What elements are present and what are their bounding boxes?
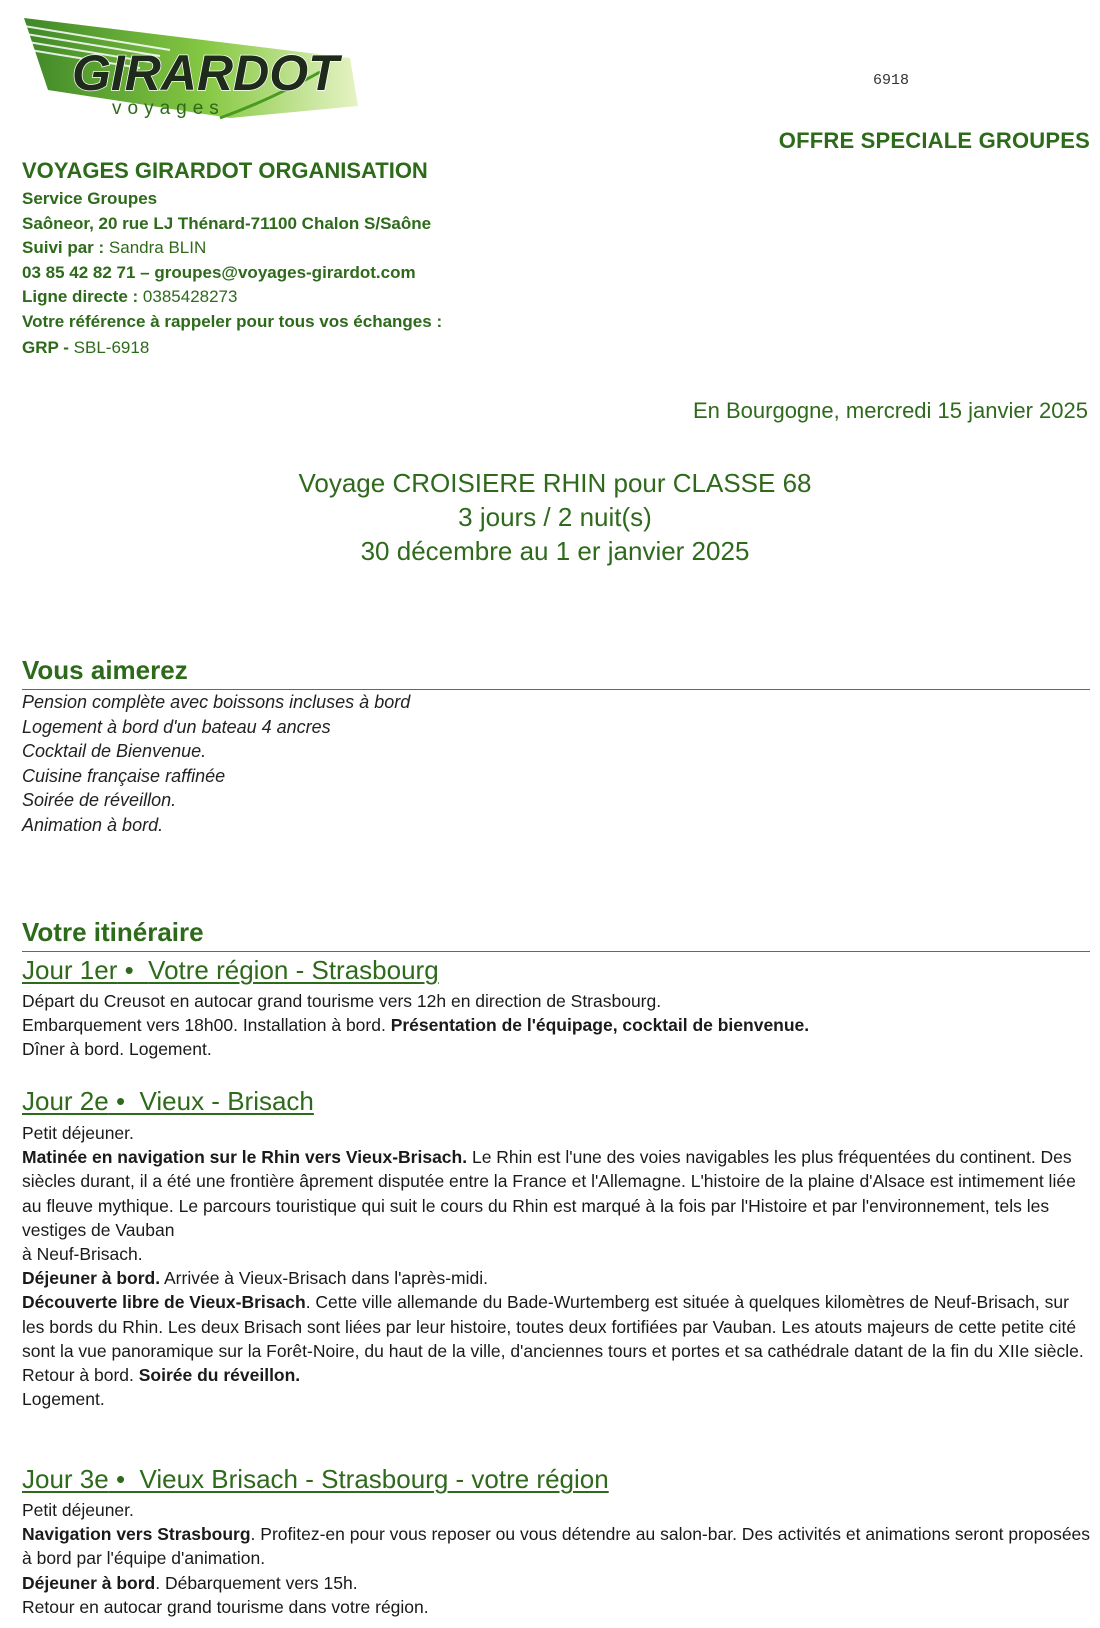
date-line: En Bourgogne, mercredi 15 janvier 2025	[692, 398, 1088, 423]
list-item: Animation à bord.	[22, 814, 164, 835]
day1-label: Jour 1er	[22, 955, 118, 985]
reference-value: SBL-6918	[73, 338, 150, 357]
day2-return	[22, 1363, 1094, 1387]
agency-service: Service Groupes	[22, 189, 158, 208]
trip-dates: 30 décembre au 1 er janvier 2025	[360, 536, 750, 566]
day2-discovery	[22, 1290, 1094, 1363]
day1-body	[22, 989, 1094, 1062]
day2-lunch	[22, 1266, 1094, 1290]
logo-wordmark: GIRARDOT	[72, 45, 339, 101]
day2-body	[22, 1121, 1094, 1411]
logo-graphic	[20, 14, 360, 126]
list-item: Logement à bord d'un bateau 4 ancres	[22, 716, 331, 737]
day2-title: Jour 2e • Vieux - Brisach	[22, 1086, 314, 1116]
day3-route: Vieux Brisach - Strasbourg - votre région	[139, 1464, 609, 1494]
reference-label: GRP -	[22, 338, 69, 357]
agency-name: VOYAGES GIRARDOT ORGANISATION	[22, 158, 428, 183]
itinerary-title: Votre itinéraire	[22, 917, 204, 947]
day3-navigation-bold: Navigation vers Strasbourg	[22, 1524, 251, 1545]
offer-banner: OFFRE SPECIALE GROUPES	[778, 128, 1090, 153]
agency-block	[22, 157, 442, 361]
trip-duration: 3 jours / 2 nuit(s)	[458, 502, 652, 532]
direct-label: Ligne directe :	[22, 287, 139, 306]
day2-lodging: Logement.	[22, 1389, 105, 1410]
day1-line2	[22, 1013, 1094, 1037]
itinerary-divider	[22, 951, 1090, 952]
agency-direct-line	[22, 285, 442, 310]
reference-code	[22, 336, 442, 361]
list-item: Pension complète avec boissons incluses à bord	[22, 692, 411, 712]
day2-navigation-text: Le Rhin est l'une des voies navigables les plus fréquentées du continent. Des siècles durant, il a été une frontière âprement disputée entre la France et l'Allemagne. L'histoire de la plaine d'Alsace est intimement liée au fleuve mythique. Le parcours touristique qui suit le cours du Rhin est marqué à la fois par l'Histoire et par l'environnement, tels les vestiges de Vauban	[22, 1147, 1076, 1240]
day1-line1: Départ du Creusot en autocar grand tourisme vers 12h en direction de Strasbourg.	[22, 991, 662, 1011]
day2-discovery-text: . Cette ville allemande du Bade-Wurtemberg est située à quelques kilomètres de Neuf-Brisach, sur les bords du Rhin. Les deux Brisach sont liées par leur histoire, toutes deux fortifiées par Vauban. Les atouts majeurs de cette petite cité sont la vue panoramique sur la Forêt-Noire, du haut de la ville, d'anciennes tours et portes et sa cathédrale datant de la fin du XIIe siècle.	[22, 1292, 1084, 1361]
day3-lunch	[22, 1571, 1094, 1595]
list-item: Cocktail de Bienvenue.	[22, 741, 207, 761]
day2-return-bold: Soirée du réveillon.	[138, 1365, 301, 1386]
reference-note: Votre référence à rappeler pour tous vos échanges :	[22, 311, 443, 331]
agency-address: Saôneor, 20 rue LJ Thénard-71100 Chalon S/Saône	[22, 213, 432, 233]
followed-label: Suivi par :	[22, 238, 105, 257]
day1-title: Jour 1er • Votre région - Strasbourg	[22, 955, 439, 985]
list-item: Soirée de réveillon.	[22, 790, 177, 810]
day3-label: Jour 3e	[22, 1464, 109, 1494]
day2-discovery-bold: Découverte libre de Vieux-Brisach	[22, 1292, 306, 1313]
day2-return-text: Retour à bord.	[22, 1365, 139, 1386]
likes-title: Vous aimerez	[22, 655, 188, 685]
day3-return: Retour en autocar grand tourisme dans votre région.	[22, 1596, 429, 1617]
day3-lunch-bold: Déjeuner à bord	[22, 1572, 156, 1593]
likes-list	[22, 690, 410, 837]
direct-value: 0385428273	[142, 287, 238, 306]
day2-navigation-end: à Neuf-Brisach.	[22, 1244, 143, 1265]
day3-navigation-text: . Profitez-en pour vous reposer ou vous détendre au salon-bar. Des activités et animations seront proposées à bord par l'équipe d'animation.	[22, 1524, 1091, 1569]
trip-heading	[0, 466, 1100, 568]
list-item: Cuisine française raffinée	[22, 765, 226, 786]
trip-title: Voyage CROISIERE RHIN pour CLASSE 68	[298, 468, 812, 498]
day2-line1: Petit déjeuner.	[22, 1123, 134, 1143]
day2-route: Vieux - Brisach	[139, 1086, 314, 1116]
logo-subtext: voyages	[112, 98, 225, 119]
day1-line2-bold: Présentation de l'équipage, cocktail de bienvenue.	[390, 1015, 810, 1036]
day1-line2-text: Embarquement vers 18h00. Installation à bord.	[22, 1015, 391, 1036]
day3-body	[22, 1498, 1094, 1619]
day2-navigation-bold: Matinée en navigation sur le Rhin vers Vieux-Brisach.	[22, 1147, 468, 1168]
day2-lunch-text: Arrivée à Vieux-Brisach dans l'après-midi.	[160, 1268, 488, 1289]
day1-line3: Dîner à bord. Logement.	[22, 1039, 212, 1060]
day3-line1: Petit déjeuner.	[22, 1500, 134, 1520]
followed-value: Sandra BLIN	[108, 238, 207, 257]
day3-lunch-text: . Débarquement vers 15h.	[155, 1572, 358, 1593]
day3-navigation	[22, 1522, 1094, 1570]
reference-number: 6918	[873, 72, 910, 89]
agency-contact-person	[22, 236, 442, 261]
day2-lunch-bold: Déjeuner à bord.	[22, 1268, 161, 1289]
day3-title: Jour 3e • Vieux Brisach - Strasbourg - votre région	[22, 1464, 609, 1494]
day2-navigation	[22, 1145, 1094, 1242]
girardot-logo	[20, 14, 360, 126]
agency-phone-email: 03 85 42 82 71 – groupes@voyages-girardot.com	[22, 262, 416, 282]
day2-label: Jour 2e	[22, 1086, 109, 1116]
day1-route: Votre région - Strasbourg	[148, 955, 439, 985]
